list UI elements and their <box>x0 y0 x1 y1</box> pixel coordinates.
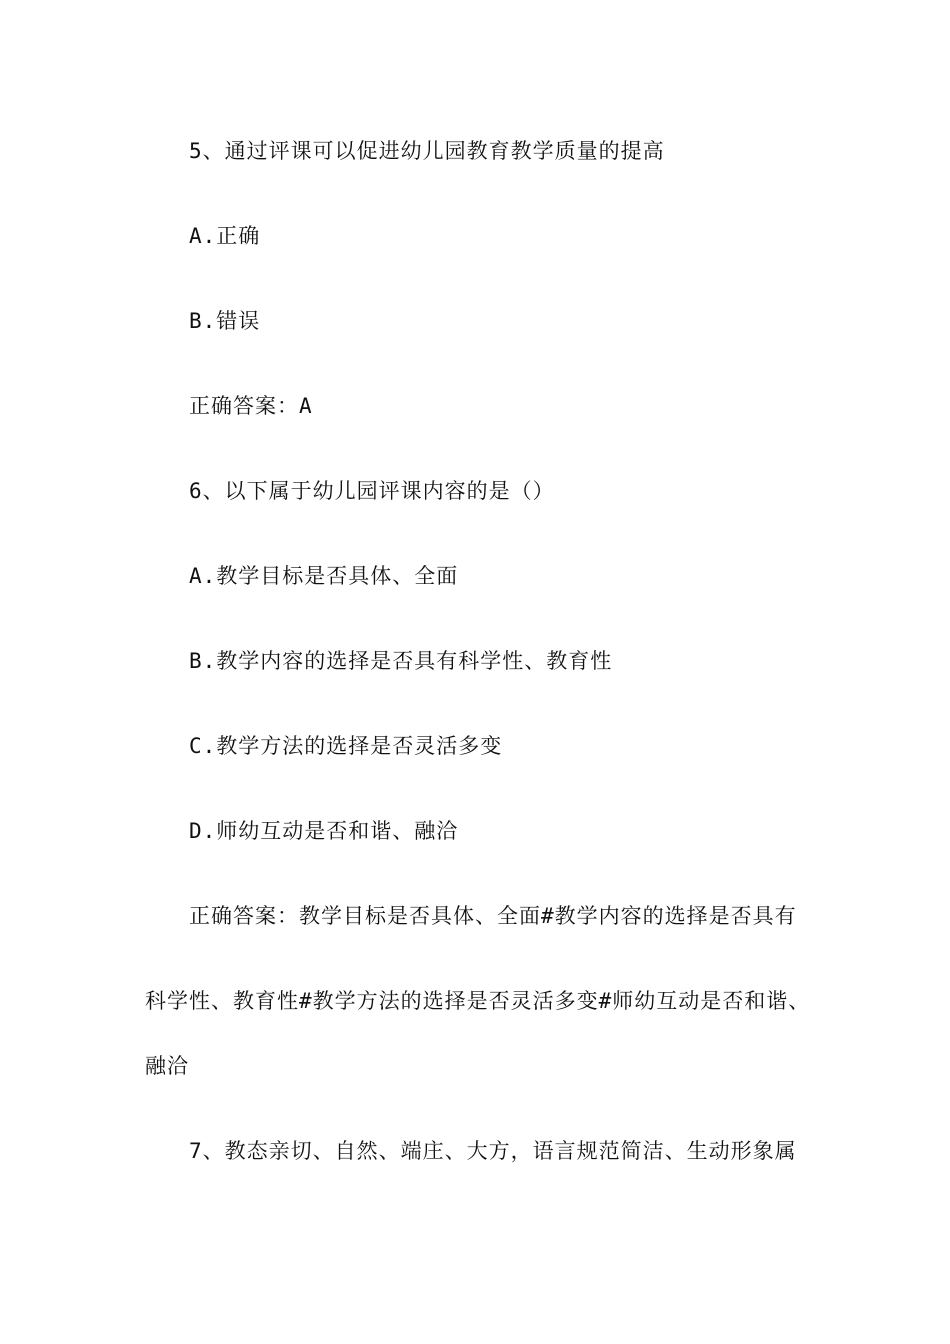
question-5-option-b: B.错误 <box>189 309 261 333</box>
question-5-stem: 5、通过评课可以促进幼儿园教育教学质量的提高 <box>189 139 665 163</box>
question-6-answer-line-1: 正确答案：教学目标是否具体、全面#教学内容的选择是否具有 <box>189 904 797 928</box>
question-6-option-b: B.教学内容的选择是否具有科学性、教育性 <box>189 649 613 673</box>
question-6-answer-line-3: 融洽 <box>145 1054 189 1078</box>
question-6-option-a: A.教学目标是否具体、全面 <box>189 564 459 588</box>
question-6-answer-line-2: 科学性、教育性#教学方法的选择是否灵活多变#师幼互动是否和谐、 <box>145 989 811 1013</box>
question-5-answer: 正确答案：A <box>189 394 313 418</box>
question-5-option-a: A.正确 <box>189 224 261 248</box>
question-6-option-c: C.教学方法的选择是否灵活多变 <box>189 734 503 758</box>
question-7-stem: 7、教态亲切、自然、端庄、大方，语言规范简洁、生动形象属 <box>189 1139 797 1163</box>
question-6-option-d: D.师幼互动是否和谐、融洽 <box>189 819 459 843</box>
question-6-stem: 6、以下属于幼儿园评课内容的是（） <box>189 479 555 503</box>
